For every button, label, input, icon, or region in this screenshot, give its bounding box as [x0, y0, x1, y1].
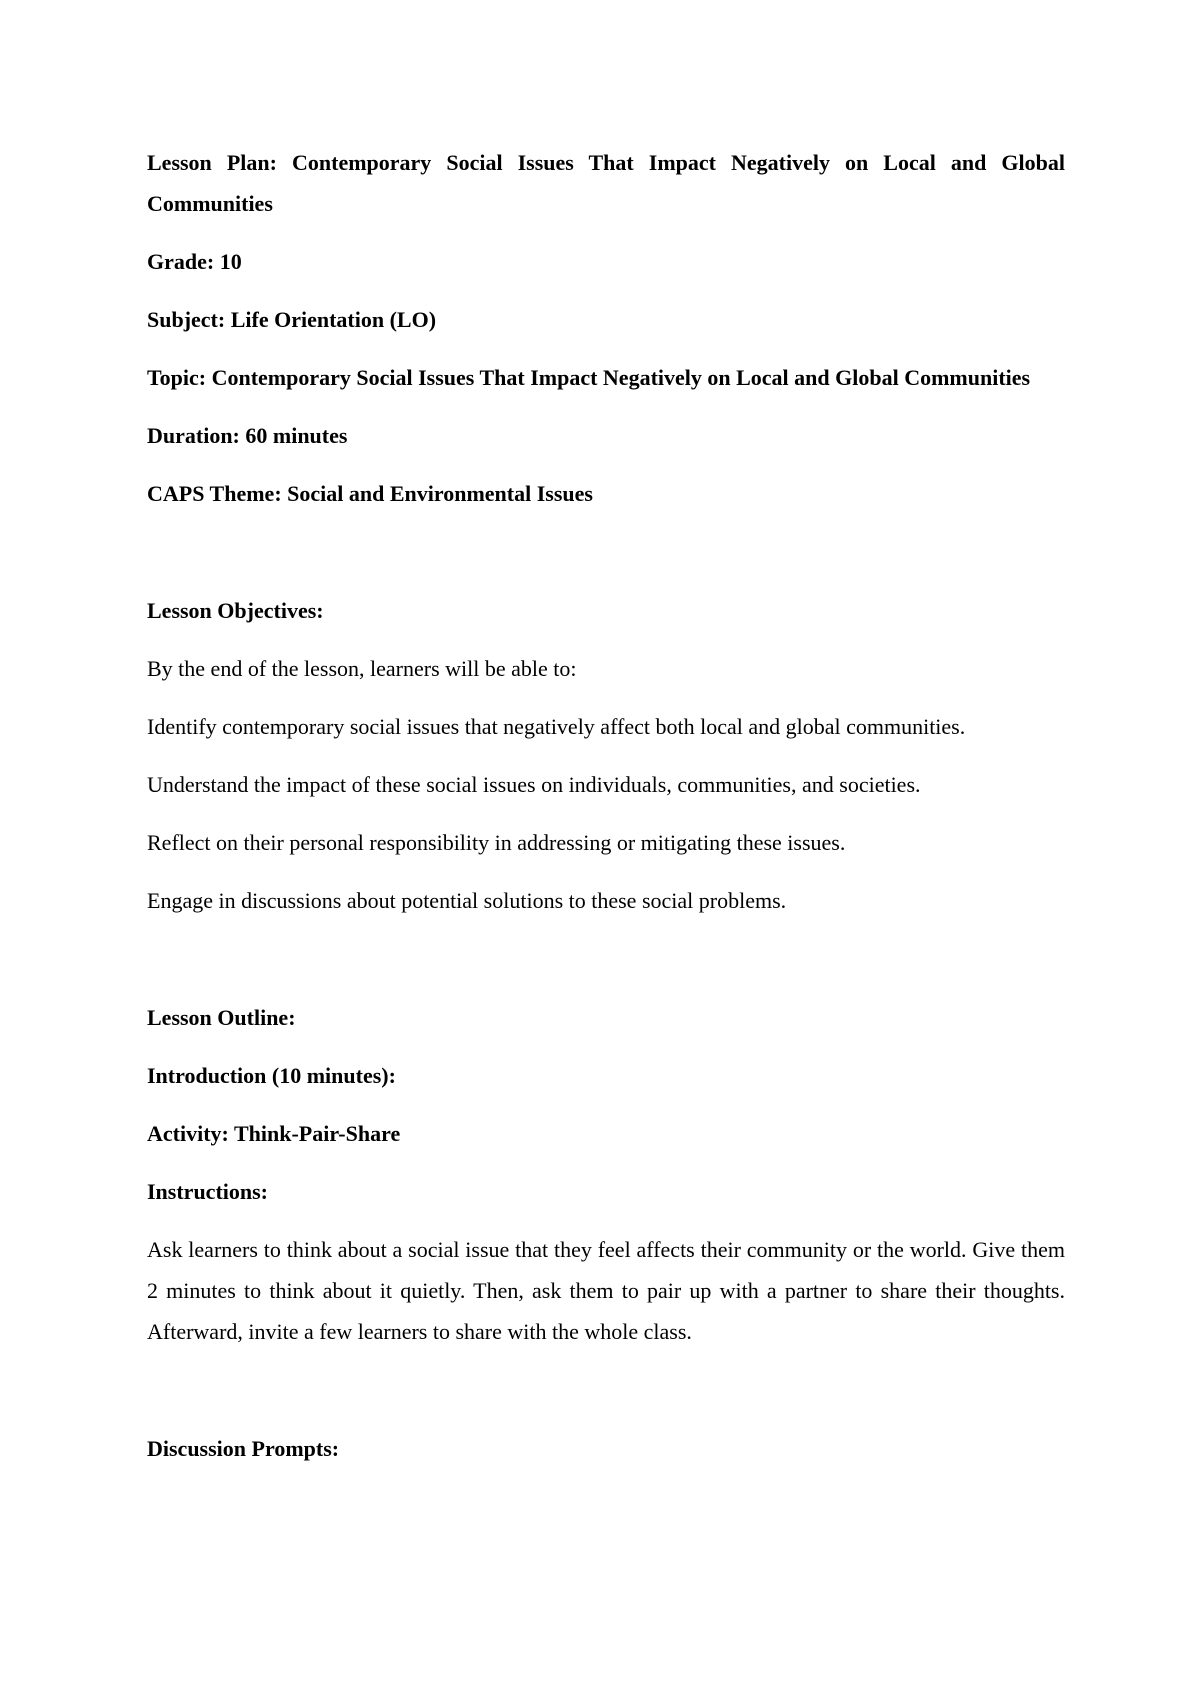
- discussion-prompts-heading: Discussion Prompts:: [147, 1436, 340, 1461]
- grade-line: Grade: 10: [147, 249, 242, 274]
- topic-line: Topic: Contemporary Social Issues That Impact Negatively on Local and Global Communities: [147, 365, 1031, 390]
- instructions-heading: Instructions:: [147, 1179, 269, 1204]
- introduction-heading: Introduction (10 minutes):: [147, 1063, 396, 1088]
- spacer: [147, 1369, 1065, 1428]
- objective-item: Identify contemporary social issues that negatively affect both local and global communities.: [147, 714, 966, 739]
- spacer: [147, 531, 1065, 590]
- objectives-intro: By the end of the lesson, learners will be able to:: [147, 656, 577, 681]
- spacer: [147, 938, 1065, 997]
- outline-heading: Lesson Outline:: [147, 1005, 296, 1030]
- objective-item: Understand the impact of these social issues on individuals, communities, and societies.: [147, 772, 921, 797]
- instructions-text: Ask learners to think about a social issue that they feel affects their community or the world. Give them 2 minutes to think about it quietly. Then, ask them to pair up with a partner to share their thoughts. Afterward, invite a few learners to share with the whole class.: [147, 1237, 1065, 1344]
- document-body: [147, 142, 1065, 1486]
- objective-item: Engage in discussions about potential solutions to these social problems.: [147, 888, 787, 913]
- objective-item: Reflect on their personal responsibility in addressing or mitigating these issues.: [147, 830, 846, 855]
- duration-line: Duration: 60 minutes: [147, 423, 348, 448]
- objectives-heading: Lesson Objectives:: [147, 598, 324, 623]
- caps-theme-line: CAPS Theme: Social and Environmental Issues: [147, 481, 593, 506]
- document-title: Lesson Plan: Contemporary Social Issues That Impact Negatively on Local and Global Communities: [147, 150, 1065, 216]
- subject-line: Subject: Life Orientation (LO): [147, 307, 437, 332]
- activity-heading: Activity: Think-Pair-Share: [147, 1121, 401, 1146]
